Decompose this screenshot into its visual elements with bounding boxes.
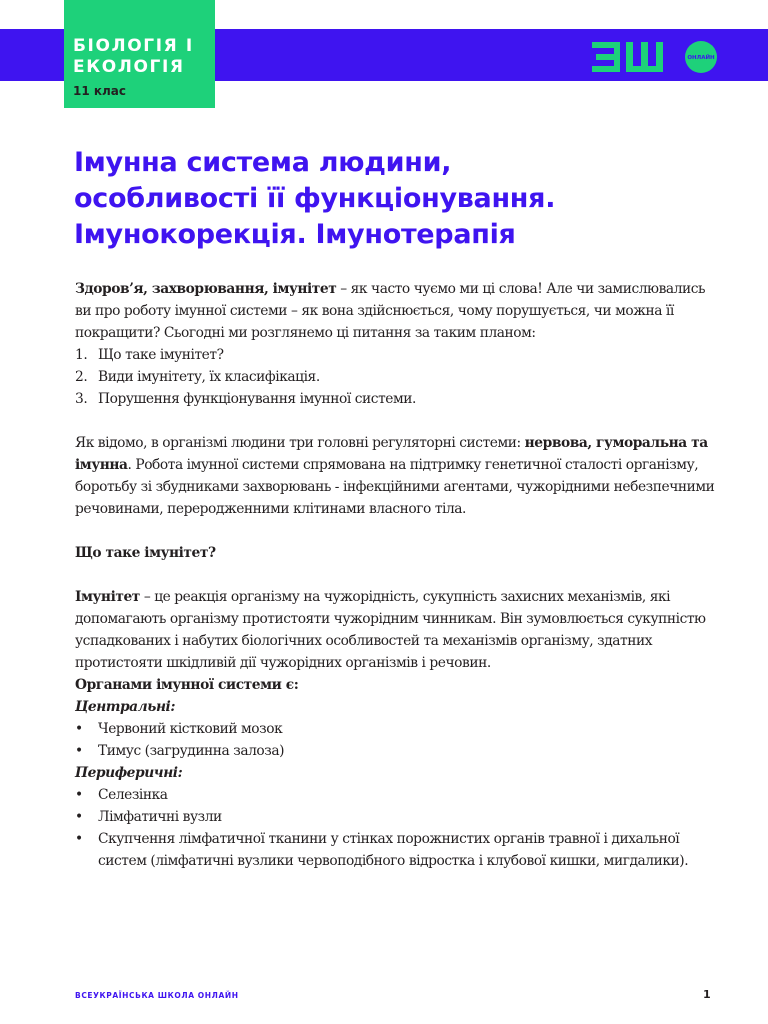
list-item: • Тимус (загрудинна залоза) (75, 740, 725, 762)
subject-badge (64, 0, 215, 108)
central-label: Центральні: (75, 699, 175, 715)
title-line-3: Імунокорекція. Імунотерапія (74, 219, 516, 250)
page-number: 1 (703, 988, 711, 1001)
section-heading: Що таке імунітет? (75, 545, 216, 561)
bullet-icon: • (75, 721, 83, 737)
list-item: • Скупчення лімфатичної тканини у стінках порожнистих органів травної і дихальної систем (лімфатичні вузлики червоподібного відростка і клубової кишки, мигдалики). (75, 828, 725, 872)
plan-item (75, 388, 725, 410)
plan-number: 3. (75, 391, 88, 407)
bullet-icon: • (75, 831, 83, 847)
subject-line-1: БІОЛОГІЯ І (73, 36, 194, 56)
subject-title (73, 36, 215, 78)
intro-paragraph (75, 278, 725, 344)
plan-number: 2. (75, 369, 88, 385)
peripheral-label: Периферичні: (75, 765, 183, 781)
plan-list (75, 344, 725, 410)
definition-paragraph: Імунітет – це реакція організму на чужорідність, сукупність захисних механізмів, які допомагають організму протистояти чужорідним чинникам. Він зумовлюється сукупністю успадкованих і набутих біологічних особливостей та механізмів організму, здатних протистояти шкідливій дії чужорідних організмів і речовин. (75, 589, 706, 671)
central-organs-list (75, 718, 725, 762)
subject-line-2: ЕКОЛОГІЯ (73, 57, 185, 77)
regulatory-systems-bold: нервова, гуморальна та імунна (75, 435, 708, 473)
regulatory-paragraph: Як відомо, в організмі людини три головні регуляторні системи: нервова, гуморальна та імунна. Робота імунної системи спрямована на підтримку генетичної сталості організму, боротьбу зі збудниками захворювань - інфекційними агентами, чужорідними небезпечними речовинами, переродженними клітинами власного тіла. (75, 435, 715, 517)
intro-bold-lead: Здоров’я, захворювання, імунітет (75, 281, 337, 297)
organs-heading: Органами імунної системи є: (75, 677, 299, 693)
plan-number: 1. (75, 347, 88, 363)
plan-item-text: Порушення функціонування імунної системи. (98, 391, 416, 407)
definition-term: Імунітет (75, 589, 140, 605)
peripheral-organs-list (75, 784, 725, 872)
plan-item (75, 344, 725, 366)
list-item: • Червоний кістковий мозок (75, 718, 725, 740)
page-title (74, 145, 714, 253)
plan-item (75, 366, 725, 388)
bullet-icon: • (75, 809, 83, 825)
document-body (75, 278, 725, 872)
footer-school-name: ВСЕУКРАЇНСЬКА ШКОЛА ОНЛАЙН (75, 991, 239, 1000)
grade-label: 11 клас (73, 84, 127, 98)
title-line-2: особливості її функціонування. (74, 183, 556, 214)
logo-tagline: ОНЛАЙН (687, 55, 715, 61)
intro-text: – як часто чуємо ми ці слова! Але чи замислювались ви про роботу імунної системи – як вона здійснюється, чому порушується, чи можна її покращити? Сьогодні ми розглянемо ці питання за таким планом: (75, 281, 706, 341)
plan-item-text: Що таке імунітет? (98, 347, 224, 363)
title-line-1: Імунна система людини, (74, 147, 452, 178)
bullet-icon: • (75, 787, 83, 803)
list-item: • Селезінка (75, 784, 725, 806)
plan-item-text: Види імунітету, їх класифікація. (98, 369, 320, 385)
list-item: • Лімфатичні вузли (75, 806, 725, 828)
bullet-icon: • (75, 743, 83, 759)
zno-logo (590, 40, 718, 74)
